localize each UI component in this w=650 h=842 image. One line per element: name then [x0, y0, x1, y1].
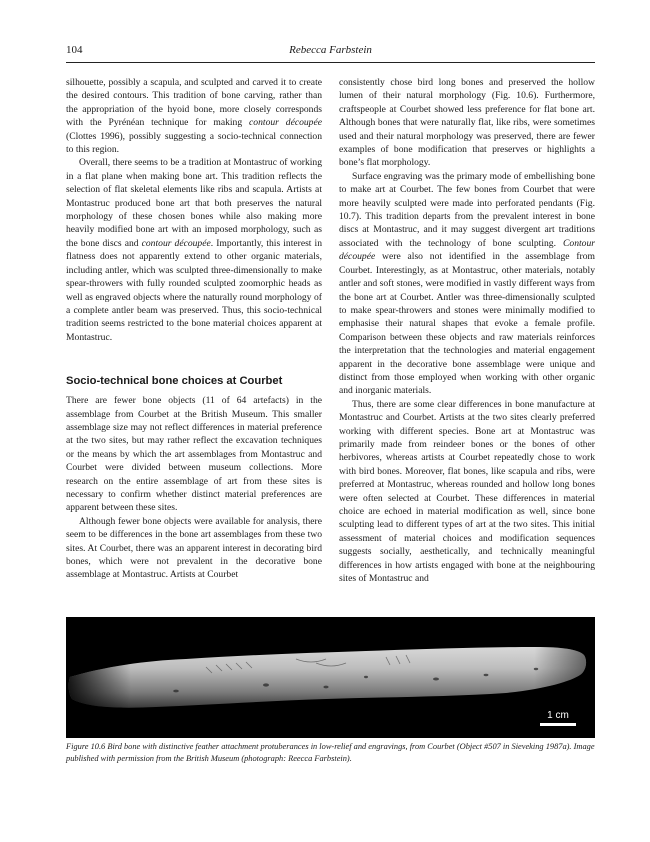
scale-bar-label: 1 cm: [547, 710, 569, 721]
paragraph: Although fewer bone objects were available for analysis, there seem to be differences in the bone art assemblages from these two sites. At Courbet, there was an apparent interest in decorating bird bones, which were not prevalent in the decorative bone assemblage at Montastruc. Artists at Courbet: [66, 515, 322, 581]
paragraph: silhouette, possibly a scapula, and sculpted and carved it to create the desired contours. This tradition of bone carving, rather than the appropriation of the hyoid bone, more closely corresponds with the Pyrénéan technique for making contour découpée (Clottes 1996), possibly suggesting a socio-technical connection to this region.: [66, 77, 322, 156]
paragraph: Surface engraving was the primary mode of embellishing bone to make art at Courbet. The few bones from Courbet that were more heavily sculpted were made into perforated pendants (Fig. 10.7). This tradition departs from the prevalent interest in bone discs at Montastruc, and it may suggest divergent art traditions associated with the technology of bone sculpting. Contour découpée were also not identified in the assemblage from Courbet. Interestingly, as at Montastruc, other materials, notably antler and soft stones, were modified in vastly different ways from the bone art at Courbet. Antler was three-dimensionally sculpted to make spear-throwers and stones were minimally modified to emphasise their natural shapes that evoke a female profile. Comparison between these objects and raw materials reinforces the interpretation that the technologies and material engagement apparent in the decorative bone assemblage were unique and distinct from those employed when working with other organic and inorganic materials.: [339, 170, 595, 397]
paragraph: Overall, there seems to be a tradition at Montastruc of working in a flat plane when making bone art. This tradition reflects the selection of flat skeletal elements like ribs and scapula. Artists at Montastruc produced bone art that both preserves the natural morphology of these chosen bones while also making more heavily modified bone art with an imposed morphology, such as the bone discs and contour découpée. Importantly, this interest in flatness does not apparently extend to other organic materials, including antler, which was sculpted three-dimensionally to make spear-throwers with fully rounded sculpted zoomorphic heads as well as engraved objects where the naturally round morphology of a complete antler beam was preserved. Thus, this socio-technical tradition seems restricted to the bone material choices apparent at Montastruc.: [66, 157, 322, 343]
figure-bird-bone-photo: [66, 617, 595, 738]
scale-bar: [540, 723, 576, 726]
figure-caption: Figure 10.6 Bird bone with distinctive feather attachment protuberances in low-relief and engravings, from Courbet (Object #507 in Sieveking 1987a). Image published with permission from the British Museum (photograph: Reecca Farbstein).: [66, 742, 595, 763]
paragraph: Thus, there are some clear differences in bone manufacture at Montastruc and Courbet. Artists at the two sites clearly preferred working with different species. Bone art at Montastruc was primarily made from reindeer bones or the bones of other herbivores, whereas artists at Courbet repeatedly chose to work with bird bones. Moreover, flat bones, like scapula and ribs, were preferred at Montastruc, whereas rounded and hollow long bones were often selected at Courbet. These differences in material choice are echoed in material modification as well, since bone sculpting lead to different types of art at the two sites. This initial assessment of material choices and modification sequences suggests socially, aesthetically, and technically meaningful differences in how artists engaged with bone at the neighbouring sites of Montastruc and: [339, 398, 595, 585]
header-rule: [66, 62, 595, 63]
right-column: [339, 76, 595, 585]
page-number: 104: [66, 44, 83, 56]
bird-bone-image: [66, 617, 595, 738]
left-column: [66, 76, 322, 582]
running-head-author: Rebecca Farbstein: [289, 44, 372, 56]
paragraph: There are fewer bone objects (11 of 64 artefacts) in the assemblage from Courbet at the British Museum. This smaller assemblage size may not reflect differences in material preference at the two sites, but may rather reflect the excavation techniques or the means by which the art assemblages from Montastruc and Courbet were divided between museum collections. More research on the entire assemblage of art from these sites is necessary to confirm whether distinct material preferences are apparent between these sites.: [66, 395, 322, 514]
page-header: [66, 44, 595, 62]
section-heading: Socio-technical bone choices at Courbet: [66, 375, 283, 388]
paragraph: consistently chose bird long bones and preserved the hollow lumen of their natural morphology (Fig. 10.6). Furthermore, craftspeople at Courbet showed less preference for flat bone art. Although bones that were naturally flat, like ribs, were sometimes used and their natural morphology was preserved, there are fewer examples of bone modification that preserves or highlights a bone’s flat morphology.: [339, 77, 595, 169]
